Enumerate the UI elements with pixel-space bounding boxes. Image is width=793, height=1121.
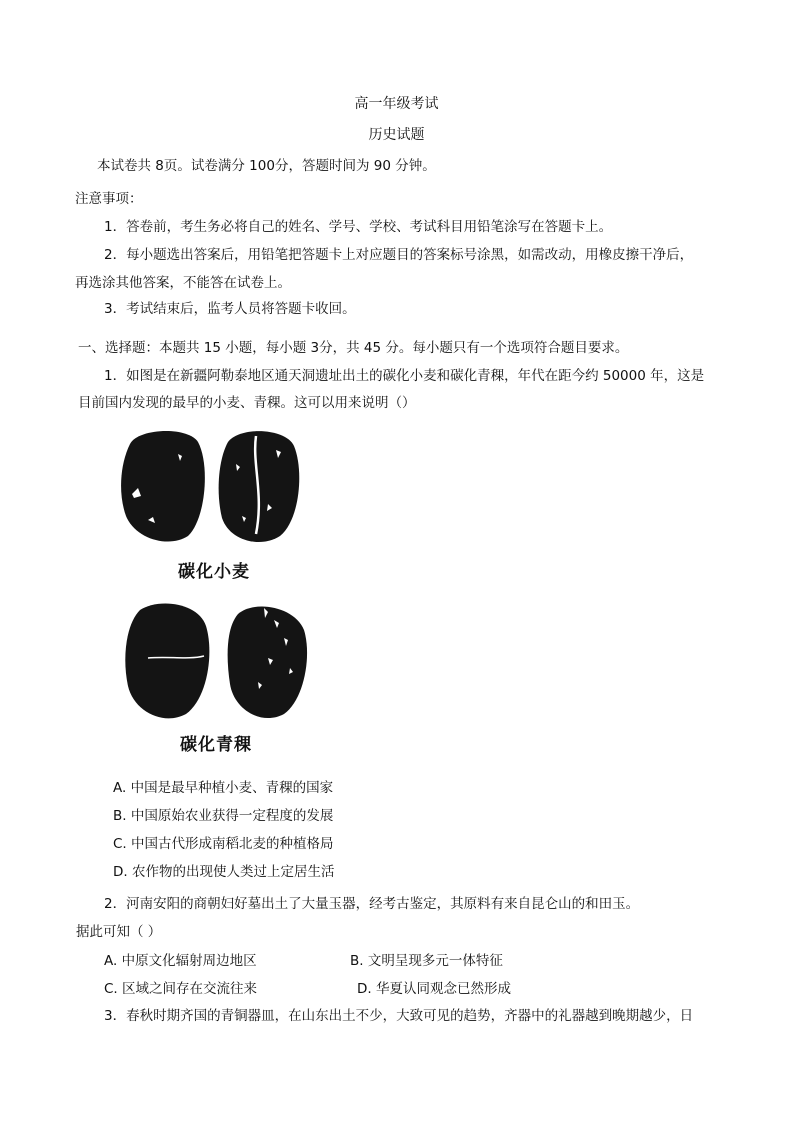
question-2-line-2: 据此可知（ ） <box>76 924 162 940</box>
carbonized-barley-image <box>118 598 318 724</box>
notice-item-2-cont: 再选涂其他答案，不能答在试卷上。 <box>75 275 291 291</box>
question-2-option-c: C. 区域之间存在交流往来 <box>104 981 258 997</box>
question-1-option-c: C. 中国古代形成南稻北麦的种植格局 <box>113 836 334 852</box>
exam-title: 高一年级考试 <box>354 96 439 112</box>
question-2-option-a: A. 中原文化辐射周边地区 <box>104 953 257 969</box>
carbonized-wheat-image <box>118 424 318 554</box>
question-2-line-1: 2．河南安阳的商朝妇好墓出土了大量玉器，经考古鉴定，其原料有来自昆仑山的和田玉。 <box>104 896 640 912</box>
question-3-line-1: 3．春秋时期齐国的青铜器皿，在山东出土不少，大致可见的趋势，齐器中的礼器越到晚期越少，日 <box>104 1008 694 1024</box>
notice-item-1: 1．答卷前，考生务必将自己的姓名、学号、学校、考试科目用铅笔涂写在答题卡上。 <box>104 219 613 235</box>
exam-subject: 历史试题 <box>368 127 425 143</box>
question-1-line-1: 1．如图是在新疆阿勒泰地区通天洞遗址出土的碳化小麦和碳化青稞，年代在距今约 50000 年，这是 <box>104 368 705 384</box>
section-heading: 一、选择题：本题共 15 小题，每小题 3分，共 45 分。每小题只有一个选项符合题目要求。 <box>78 340 629 356</box>
notice-item-2: 2．每小题选出答案后，用铅笔把答题卡上对应题目的答案标号涂黑，如需改动，用橡皮擦干净后， <box>104 247 694 263</box>
question-1-line-2: 目前国内发现的最早的小麦、青稞。这可以用来说明（） <box>78 395 416 411</box>
exam-intro: 本试卷共 8页。试卷满分 100分，答题时间为 90 分钟。 <box>97 158 436 174</box>
wheat-caption: 碳化小麦 <box>178 562 250 582</box>
question-1-option-a: A. 中国是最早种植小麦、青稞的国家 <box>113 780 334 796</box>
barley-caption: 碳化青稞 <box>180 735 252 755</box>
notice-heading: 注意事项： <box>75 191 143 207</box>
question-1-option-b: B. 中国原始农业获得一定程度的发展 <box>113 808 334 824</box>
question-1-option-d: D. 农作物的出现使人类过上定居生活 <box>113 864 335 880</box>
question-2-option-b: B. 文明呈现多元一体特征 <box>350 953 503 969</box>
question-2-option-d: D. 华夏认同观念已然形成 <box>357 981 511 997</box>
notice-item-3: 3．考试结束后，监考人员将答题卡收回。 <box>104 301 356 317</box>
